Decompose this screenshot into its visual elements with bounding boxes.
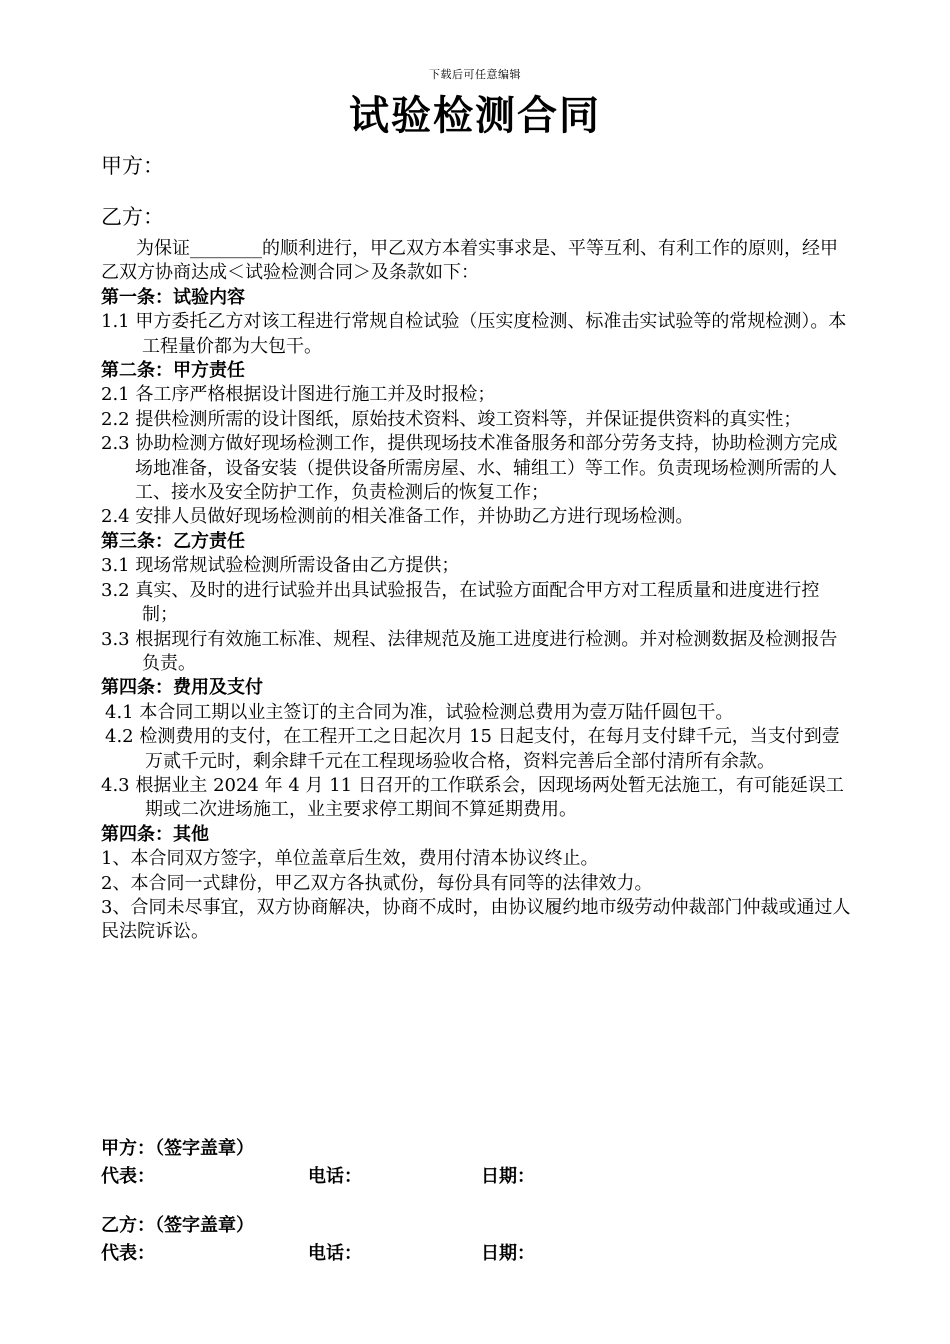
party-b-label: 乙方：	[101, 205, 164, 229]
clause-2-2: 2.2 提供检测所需的设计图纸，原始技术资料、竣工资料等，并保证提供资料的真实性；	[101, 408, 802, 430]
clause-3-1: 3.1 现场常规试验检测所需设备由乙方提供；	[101, 555, 460, 577]
party-a-label: 甲方：	[101, 154, 164, 178]
clause-2-3: 2.3 协助检测方做好现场检测工作，提供现场技术准备服务和部分劳务支持，协助检测方完成场地准备，设备安装（提供设备所需房屋、水、辅组工）等工作。负责现场检测所需的人工、接水及安全防护工作，负责检测后的恢复工作；	[101, 433, 838, 504]
party-a-date-label: 日期：	[481, 1166, 535, 1187]
party-b-seal-label: 乙方：（签字盖章）	[101, 1215, 254, 1236]
clause-3-3: 3.3 根据现行有效施工标准、规程、法律规范及施工进度进行检测。并对检测数据及检测报告负责。	[101, 628, 838, 674]
party-b-phone-label: 电话：	[308, 1243, 362, 1264]
party-b-rep-label: 代表：	[101, 1243, 155, 1264]
section-4-heading: 第四条：费用及支付	[101, 677, 263, 699]
clause-2-4: 2.4 安排人员做好现场检测前的相关准备工作，并协助乙方进行现场检测。	[101, 506, 694, 528]
clause-4-3: 4.3 根据业主 2024 年 4 月 11 日召开的工作联系会，因现场两处暂无法施工，有可能延误工期或二次进场施工，业主要求停工期间不算延期费用。	[101, 774, 844, 821]
signature-block-a	[101, 1134, 861, 1190]
contract-body	[101, 237, 853, 945]
clause-3-2: 3.2 真实、及时的进行试验并出具试验报告，在试验方面配合甲方对工程质量和进度进行控制；	[101, 579, 820, 626]
clause-4-2: 4.2 检测费用的支付，在工程开工之日起次月 15 日起支付，在每月支付肆千元，当支付到壹万贰千元时，剩余肆千元在工程现场验收合格，资料完善后全部付清所有余款。	[105, 726, 840, 772]
section-3-heading: 第三条：乙方责任	[101, 530, 245, 552]
signature-block-b	[101, 1211, 861, 1267]
other-item-1: 1、本合同双方签字，单位盖章后生效，费用付清本协议终止。	[101, 848, 599, 870]
party-a-seal-label: 甲方：（签字盖章）	[101, 1138, 254, 1159]
other-item-2: 2、本合同一式肆份，甲乙双方各执贰份，每份具有同等的法律效力。	[101, 872, 653, 894]
clause-4-1: 4.1 本合同工期以业主签订的主合同为准，试验检测总费用为壹万陆仟圆包干。	[105, 701, 734, 723]
header-note: 下载后可任意编辑	[429, 68, 521, 81]
clause-2-1: 2.1 各工序严格根据设计图进行施工并及时报检；	[101, 384, 496, 406]
party-a-phone-label: 电话：	[308, 1166, 362, 1187]
party-a-rep-label: 代表：	[101, 1166, 155, 1187]
section-1-heading: 第一条：试验内容	[101, 286, 245, 308]
intro-paragraph: 为保证________的顺利进行，甲乙双方本着实事求是、平等互利、有利工作的原则，经甲乙双方协商达成＜试验检测合同＞及条款如下：	[101, 238, 838, 284]
document-title: 试验检测合同	[349, 92, 601, 139]
clause-1-1: 1.1 甲方委托乙方对该工程进行常规自检试验（压实度检测、标准击实试验等的常规检测）。本工程量价都为大包干。	[101, 311, 847, 357]
section-5-heading: 第四条：其他	[101, 823, 209, 845]
party-b-date-label: 日期：	[481, 1243, 535, 1264]
section-2-heading: 第二条：甲方责任	[101, 360, 245, 382]
other-item-3: 3、合同未尽事宜，双方协商解决，协商不成时，由协议履约地市级劳动仲裁部门仲裁或通过人民法院诉讼。	[101, 896, 851, 943]
